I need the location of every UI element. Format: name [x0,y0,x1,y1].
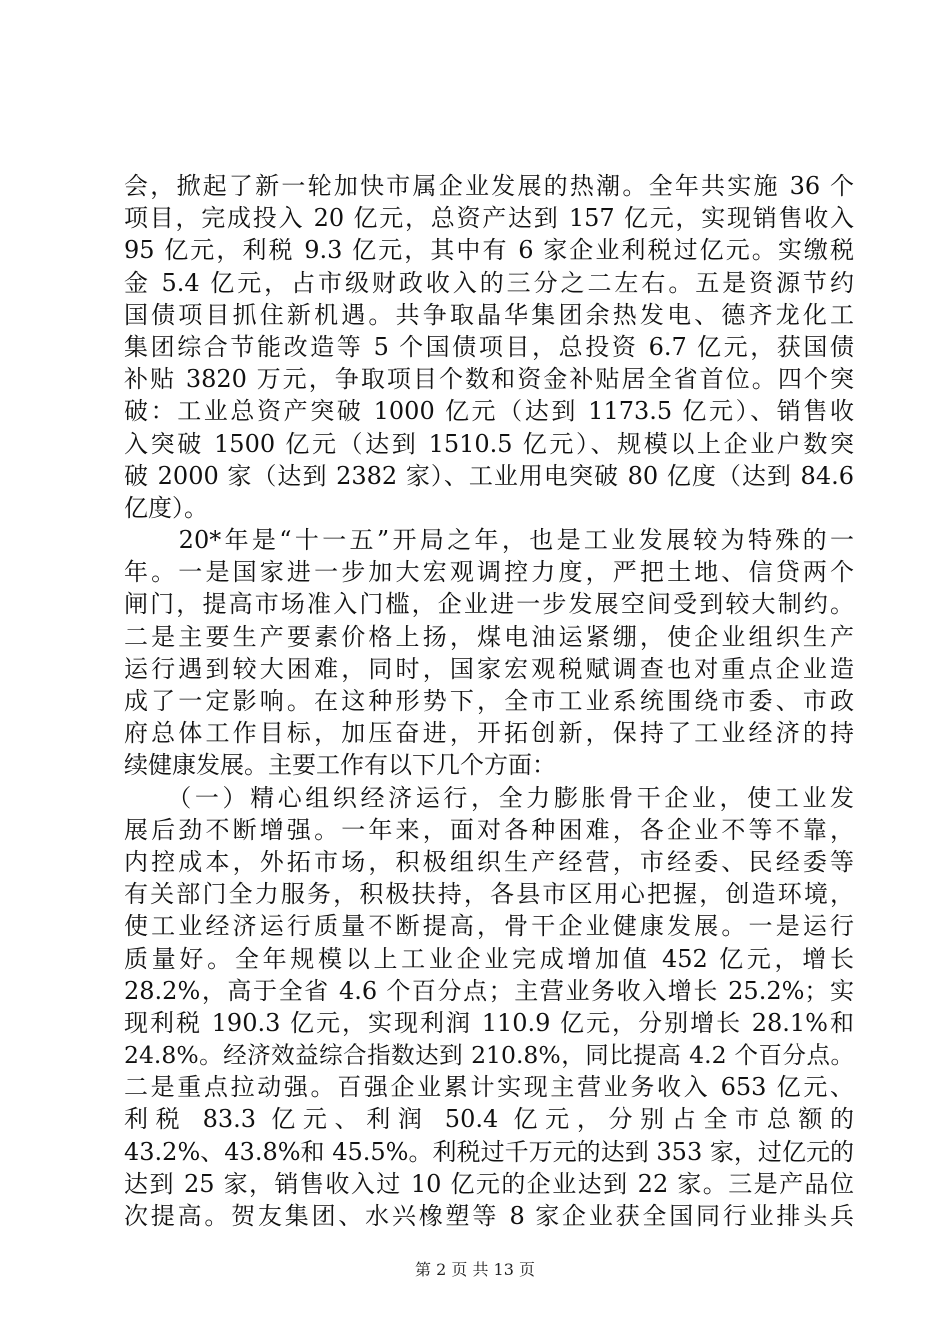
text-line: 金 5.4 亿元，占市级财政收入的三分之二左右。五是资源节约 [124,268,854,297]
text-line: （一）精心组织经济运行，全力膨胀骨干企业，使工业发 [124,783,854,812]
text-line: 二是重点拉动强。百强企业累计实现主营业务收入 653 亿元、 [124,1073,854,1102]
text-line: 项目，完成投入 20 亿元，总资产达到 157 亿元，实现销售收入 [124,204,854,233]
text-line: 集团综合节能改造等 5 个国债项目，总投资 6.7 亿元，获国债 [124,332,854,361]
text-line: 补贴 3820 万元，争取项目个数和资金补贴居全省首位。四个突 [124,365,854,394]
text-line: 次提高。贺友集团、水兴橡塑等 8 家企业获全国同行业排头兵 [124,1202,854,1230]
text-line: 有关部门全力服务，积极扶持，各县市区用心把握，创造环境， [124,880,854,909]
text-line: 20*年是“十一五”开局之年，也是工业发展较为特殊的一 [124,526,854,555]
text-line: 府总体工作目标，加压奋进，开拓创新，保持了工业经济的持 [124,719,854,748]
text-line: 28.2%，高于全省 4.6 个百分点；主营业务收入增长 25.2%；实 [124,976,854,1005]
text-line: 破 2000 家（达到 2382 家）、工业用电突破 80 亿度（达到 84.6 [124,461,854,490]
text-line: 二是主要生产要素价格上扬，煤电油运紧绷，使企业组织生产 [124,622,854,651]
text-line: 达到 25 家，销售收入过 10 亿元的企业达到 22 家。三是产品位 [124,1169,854,1198]
text-line: 展后劲不断增强。一年来，面对各种困难，各企业不等不靠， [124,815,854,844]
text-line: 现利税 190.3 亿元，实现利润 110.9 亿元，分别增长 28.1%和 [124,1008,854,1037]
text-line: 使工业经济运行质量不断提高，骨干企业健康发展。一是运行 [124,912,854,941]
body-text [124,170,854,1232]
text-line: 95 亿元，利税 9.3 亿元，其中有 6 家企业利税过亿元。实缴税 [124,236,854,265]
text-line: 24.8%。经济效益综合指数达到 210.8%，同比提高 4.2 个百分点。 [124,1041,854,1070]
text-line: 成了一定影响。在这种形势下，全市工业系统围绕市委、市政 [124,687,854,715]
text-line: 入突破 1500 亿元（达到 1510.5 亿元）、规模以上企业户数突 [124,429,854,458]
text-line: 会，掀起了新一轮加快市属企业发展的热潮。全年共实施 36 个 [124,172,854,200]
text-line: 内控成本，外拓市场，积极组织生产经营，市经委、民经委等 [124,847,854,876]
text-line: 续健康发展。主要工作有以下几个方面： [124,751,556,780]
text-line: 破：工业总资产突破 1000 亿元（达到 1173.5 亿元）、销售收 [124,397,854,426]
text-line: 质量好。全年规模以上工业企业完成增加值 452 亿元，增长 [124,944,854,973]
text-line: 亿度）。 [124,493,208,522]
page-footer: 第 2 页 共 13 页 [415,1260,535,1279]
text-line: 运行遇到较大困难，同时，国家宏观税赋调查也对重点企业造 [124,654,854,683]
text-line: 利税 83.3 亿元、利润 50.4 亿元，分别占全市总额的 [124,1105,854,1134]
text-line: 43.2%、43.8%和 45.5%。利税过千万元的达到 353 家，过亿元的 [124,1137,854,1166]
text-line: 年。一是国家进一步加大宏观调控力度，严把土地、信贷两个 [124,558,854,587]
text-line: 国债项目抓住新机遇。共争取晶华集团余热发电、德齐龙化工 [124,300,854,329]
text-line: 闸门，提高市场准入门槛，企业进一步发展空间受到较大制约。 [124,590,854,619]
